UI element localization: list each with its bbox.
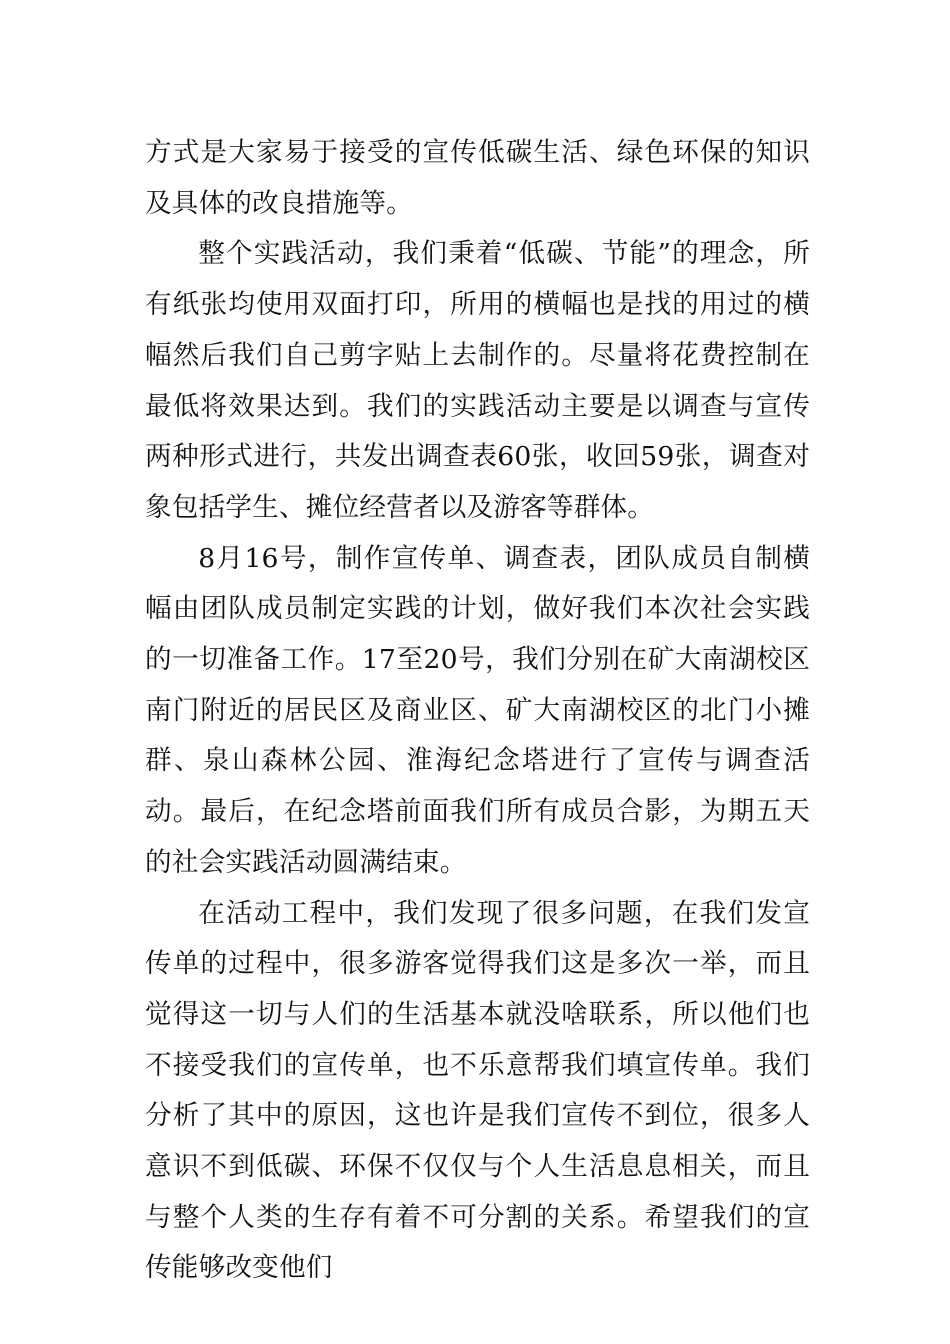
paragraph-continued-intro: 方式是大家易于接受的宣传低碳生活、绿色环保的知识及具体的改良措施等。 — [145, 137, 810, 219]
paragraph-practice-overview: 整个实践活动，我们秉着“低碳、节能”的理念，所有纸张均使用双面打印，所用的横幅也是找的用过的横幅然后我们自己剪字贴上去制作的。尽量将花费控制在最低将效果达到。我们的实践活动主要是以调查与宣传两种形式进行，共发出调查表60张，收回59张，调查对象包括学生、摊位经营者以及游客等群体。 — [145, 238, 810, 523]
document-body — [145, 128, 810, 1294]
paragraph-problems-found: 在活动工程中，我们发现了很多问题，在我们发宣传单的过程中，很多游客觉得我们这是多次一举，而且觉得这一切与人们的生活基本就没啥联系，所以他们也不接受我们的宣传单，也不乐意帮我们填宣传单。我们分析了其中的原因，这也许是我们宣传不到位，很多人意识不到低碳、环保不仅仅与个人生活息息相关，而且与整个人类的生存有着不可分割的关系。希望我们的宣传能够改变他们 — [145, 897, 810, 1284]
paragraph-activity-schedule: 8月16号，制作宣传单、调查表，团队成员自制横幅由团队成员制定实践的计划，做好我们本次社会实践的一切准备工作。17至20号，我们分别在矿大南湖校区南门附近的居民区及商业区、矿大南湖校区的北门小摊群、泉山森林公园、淮海纪念塔进行了宣传与调查活动。最后，在纪念塔前面我们所有成员合影，为期五天的社会实践活动圆满结束。 — [145, 542, 810, 878]
